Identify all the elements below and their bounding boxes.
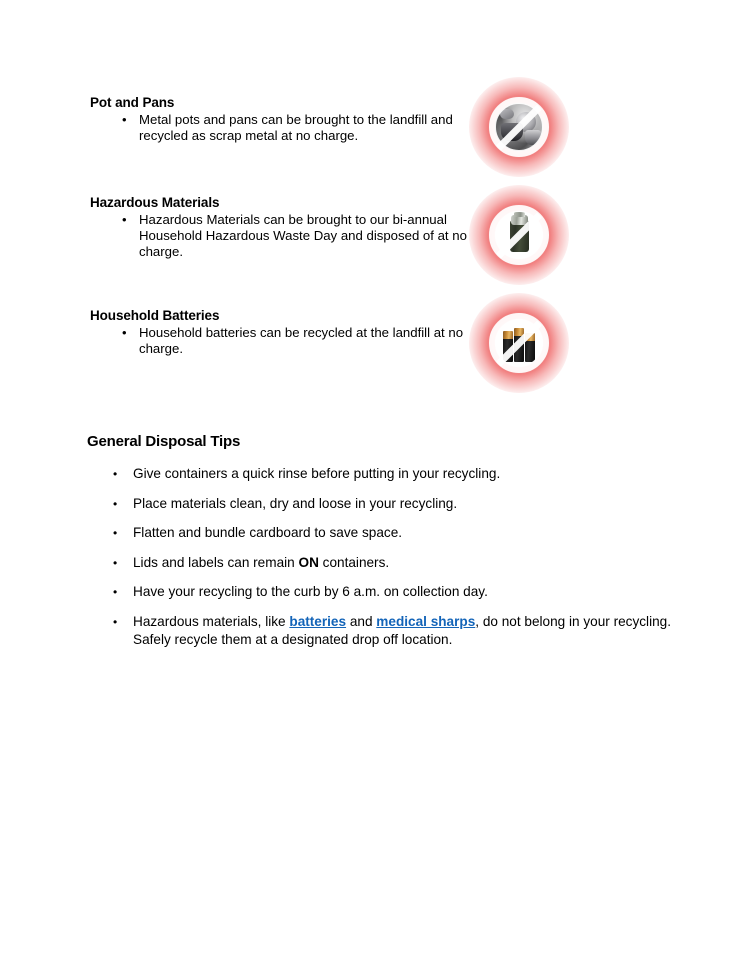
bullet-glyph: • — [113, 496, 118, 511]
list-item-text: Household batteries can be recycled at the landfill at no charge. — [139, 325, 464, 357]
list-item-text: Hazardous Materials can be brought to our bi-annual Household Hazardous Waste Day and disposed of at no charge. — [139, 212, 467, 260]
section-bullet-list — [90, 212, 480, 261]
plain-text: Give containers a quick rinse before putting in your recycling. — [133, 466, 501, 481]
tip-list-item — [87, 495, 677, 513]
no-household-batteries-icon — [469, 293, 569, 393]
no-hazardous-materials-icon — [469, 185, 569, 285]
section-heading: Household Batteries — [90, 308, 220, 323]
tip-text — [133, 614, 671, 647]
general-disposal-tips-heading: General Disposal Tips — [87, 433, 241, 450]
tip-text — [133, 584, 488, 599]
no-pots-and-pans-icon — [469, 77, 569, 177]
tip-list-item — [87, 524, 677, 542]
plain-text: , do not belong in your recycling. Safely recycle them at a designated drop off location. — [133, 613, 671, 647]
section-bullet-list — [90, 112, 480, 144]
tip-text — [133, 466, 500, 481]
list-item — [90, 212, 480, 261]
list-item — [90, 112, 480, 144]
tip-text — [133, 555, 389, 570]
emphasis-text: ON — [298, 554, 319, 570]
tip-list-item — [87, 554, 677, 572]
plain-text: Hazardous materials, like — [133, 613, 290, 629]
section-bullet-list — [90, 325, 480, 357]
plain-text: containers. — [318, 554, 390, 570]
plain-text: Flatten and bundle cardboard to save space. — [133, 525, 403, 540]
bullet-glyph: • — [113, 467, 118, 481]
inline-link[interactable]: medical sharps — [376, 613, 476, 629]
inline-link[interactable]: batteries — [289, 613, 347, 629]
tip-list-item — [87, 613, 677, 649]
section-heading: Hazardous Materials — [90, 195, 220, 210]
tip-text — [133, 525, 402, 540]
bullet-glyph: • — [122, 112, 127, 127]
plain-text: and — [346, 613, 377, 629]
general-disposal-tips-list — [87, 465, 677, 660]
bullet-glyph: • — [122, 212, 127, 227]
bullet-glyph: • — [113, 526, 118, 540]
section-hazardous-materials — [90, 194, 480, 261]
plain-text: Have your recycling to the curb by 6 a.m. on collection day. — [133, 584, 488, 599]
tip-list-item — [87, 583, 677, 601]
tip-text — [133, 496, 457, 511]
list-item — [90, 325, 480, 357]
plain-text: Lids and labels can remain — [133, 554, 299, 570]
plain-text: Place materials clean, dry and loose in your recycling. — [133, 495, 458, 511]
tip-list-item — [87, 465, 677, 483]
section-pot-and-pans — [90, 94, 480, 144]
section-household-batteries — [90, 307, 480, 357]
bullet-glyph: • — [113, 614, 118, 629]
section-heading: Pot and Pans — [90, 95, 175, 110]
bullet-glyph: • — [113, 555, 118, 570]
bullet-glyph: • — [113, 585, 118, 599]
list-item-text: Metal pots and pans can be brought to the landfill and recycled as scrap metal at no charge. — [139, 112, 453, 144]
bullet-glyph: • — [122, 325, 127, 340]
